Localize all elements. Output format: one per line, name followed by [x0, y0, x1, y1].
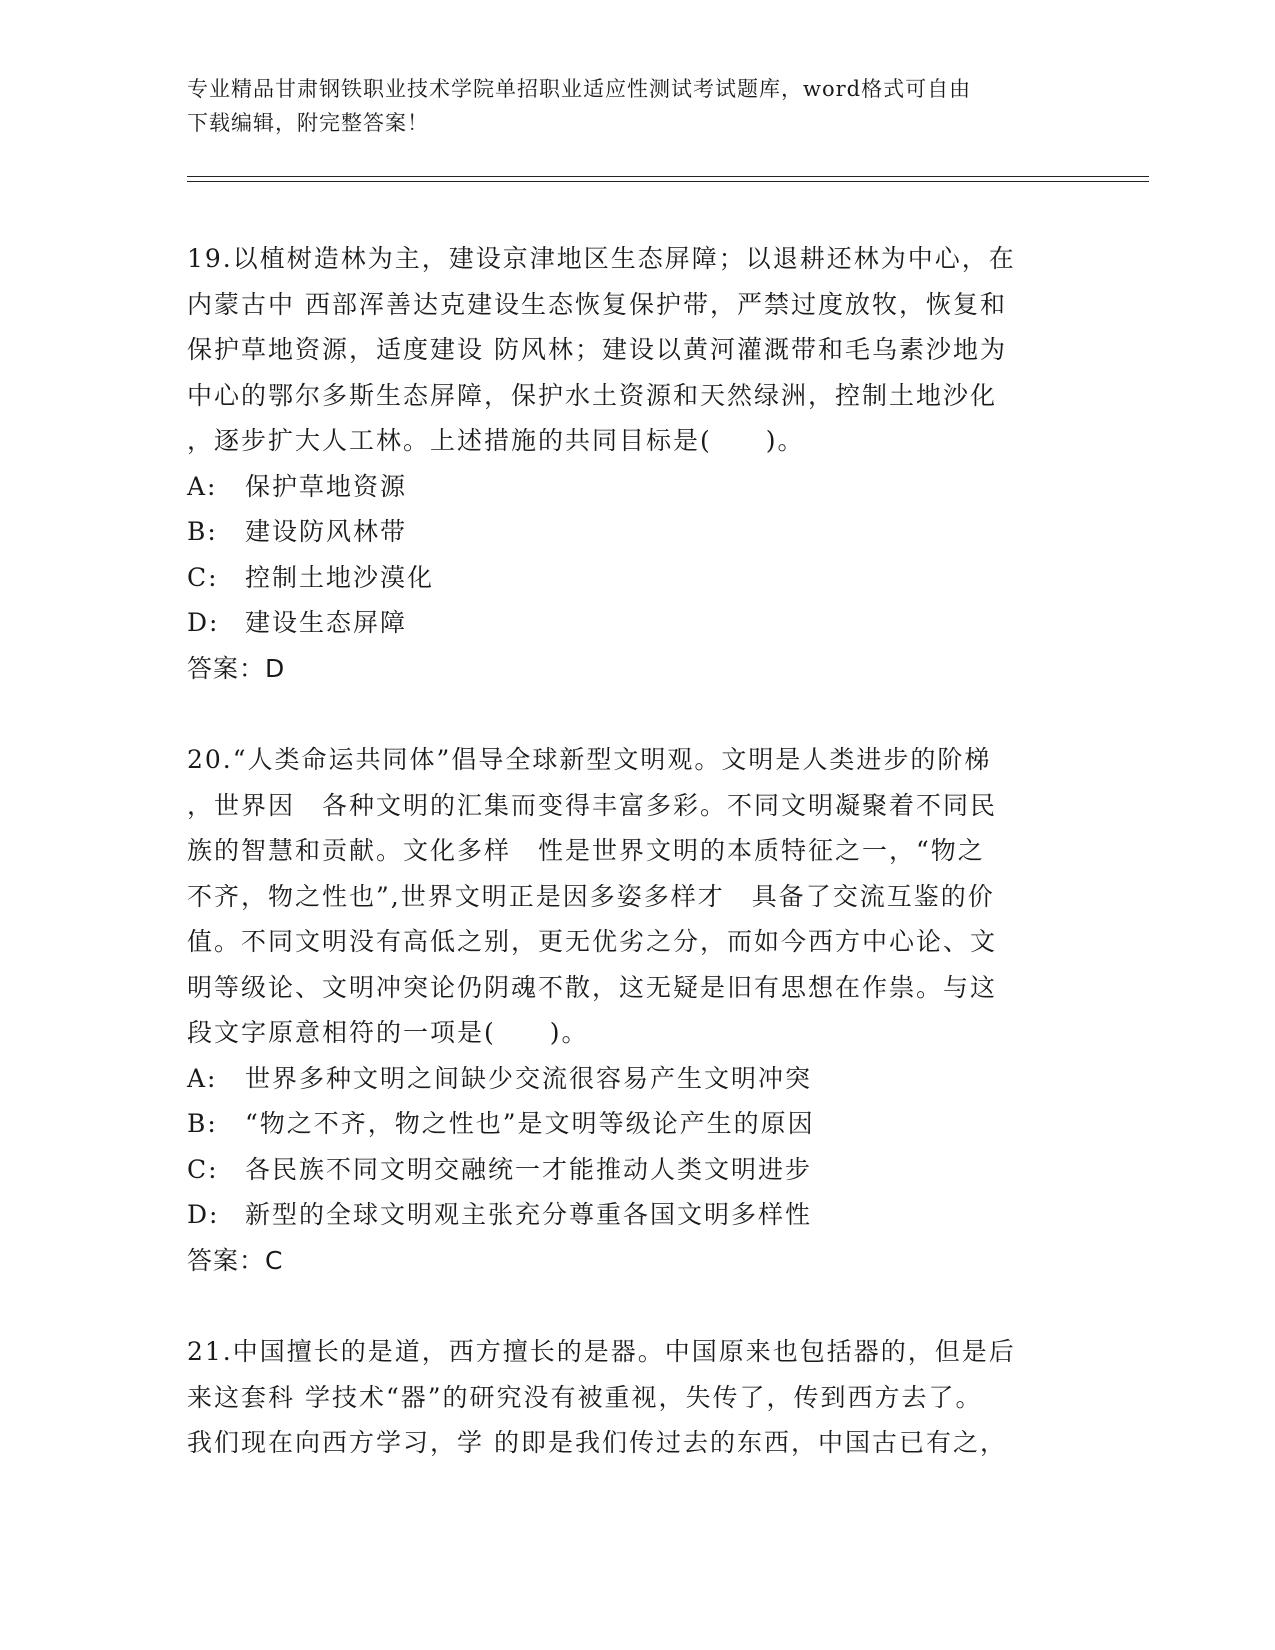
answer-label: 答案：C: [187, 1245, 284, 1275]
option-text: 保护草地资源: [245, 471, 408, 501]
question-list: [187, 236, 1067, 1512]
option-b: [187, 1101, 1067, 1147]
option-text: 新型的全球文明观主张充分尊重各国文明多样性: [245, 1200, 813, 1229]
stem-line: 保护草地资源，适度建设 防风林；建设以黄河灌溉带和毛乌素沙地为: [187, 335, 1007, 364]
question-20: [187, 737, 1067, 1283]
question-stem: [187, 737, 1067, 1056]
stem-line: 中心的鄂尔多斯生态屏障，保护水土资源和天然绿洲，控制土地沙化: [187, 380, 998, 410]
option-key: B:: [187, 1109, 218, 1138]
option-text: 各民族不同文明交融统一才能推动人类文明进步: [245, 1154, 813, 1184]
option-a: [187, 1056, 1067, 1102]
stem-line: 族的智慧和贡献。文化多样 性是世界文明的本质特征之一，“物之: [187, 836, 985, 865]
header-divider-bottom: [187, 181, 1149, 182]
stem-line: 段文字原意相符的一项是( )。: [187, 1018, 589, 1047]
question-stem: [187, 1329, 1067, 1466]
stem-line: 21.中国擅长的是道，西方擅长的是器。中国原来也包括器的，但是后: [187, 1337, 1016, 1366]
header-line-1: 专业精品甘肃钢铁职业技术学院单招职业适应性测试考试题库，word格式可自由: [187, 77, 972, 101]
stem-line: 19.以植树造林为主，建设京津地区生态屏障；以退耕还林为中心，在: [187, 244, 1016, 273]
stem-line: 明等级论、文明冲突论仍阴魂不散，这无疑是旧有思想在作祟。与这: [187, 972, 998, 1002]
option-key: A:: [187, 471, 218, 501]
option-key: B:: [187, 517, 218, 546]
question-19: [187, 236, 1067, 691]
option-c: [187, 555, 1067, 601]
option-key: C:: [187, 562, 219, 592]
option-key: D:: [187, 1200, 220, 1229]
answer-label: 答案：D: [187, 653, 286, 683]
option-text: 控制土地沙漠化: [245, 562, 435, 592]
option-d: [187, 600, 1067, 646]
option-text: 世界多种文明之间缺少交流很容易产生文明冲突: [245, 1063, 813, 1093]
header-divider-top: [187, 176, 1149, 177]
option-key: D:: [187, 608, 220, 637]
stem-line: ，世界因 各种文明的汇集而变得丰富多彩。不同文明凝聚着不同民: [187, 790, 998, 820]
stem-line: 我们现在向西方学习，学 的即是我们传过去的东西，中国古已有之，: [187, 1428, 1007, 1457]
option-text: 建设生态屏障: [245, 608, 408, 637]
option-text: 建设防风林带: [245, 517, 408, 546]
option-c: [187, 1147, 1067, 1193]
stem-line: 不齐，物之性也”,世界文明正是因多姿多样才 具备了交流互鉴的价: [187, 881, 995, 911]
stem-line: 来这套科 学技术“器”的研究没有被重视，失传了，传到西方去了。: [187, 1382, 983, 1412]
document-header: [187, 72, 1067, 140]
option-text: “物之不齐，物之性也”是文明等级论产生的原因: [245, 1109, 815, 1138]
header-line-2: 下载编辑，附完整答案！: [187, 111, 429, 135]
option-a: [187, 464, 1067, 510]
option-b: [187, 509, 1067, 555]
stem-line: 值。不同文明没有高低之别，更无优劣之分，而如今西方中心论、文: [187, 927, 998, 956]
question-stem: [187, 236, 1067, 464]
stem-line: ，逐步扩大人工林。上述措施的共同目标是( )。: [187, 426, 805, 455]
option-d: [187, 1192, 1067, 1238]
stem-line: 内蒙古中 西部浑善达克建设生态恢复保护带，严禁过度放牧，恢复和: [187, 289, 1007, 319]
option-key: C:: [187, 1154, 219, 1184]
option-key: A:: [187, 1063, 218, 1093]
stem-line: 20.“人类命运共同体”倡导全球新型文明观。文明是人类进步的阶梯: [187, 745, 992, 774]
question-21: [187, 1329, 1067, 1466]
